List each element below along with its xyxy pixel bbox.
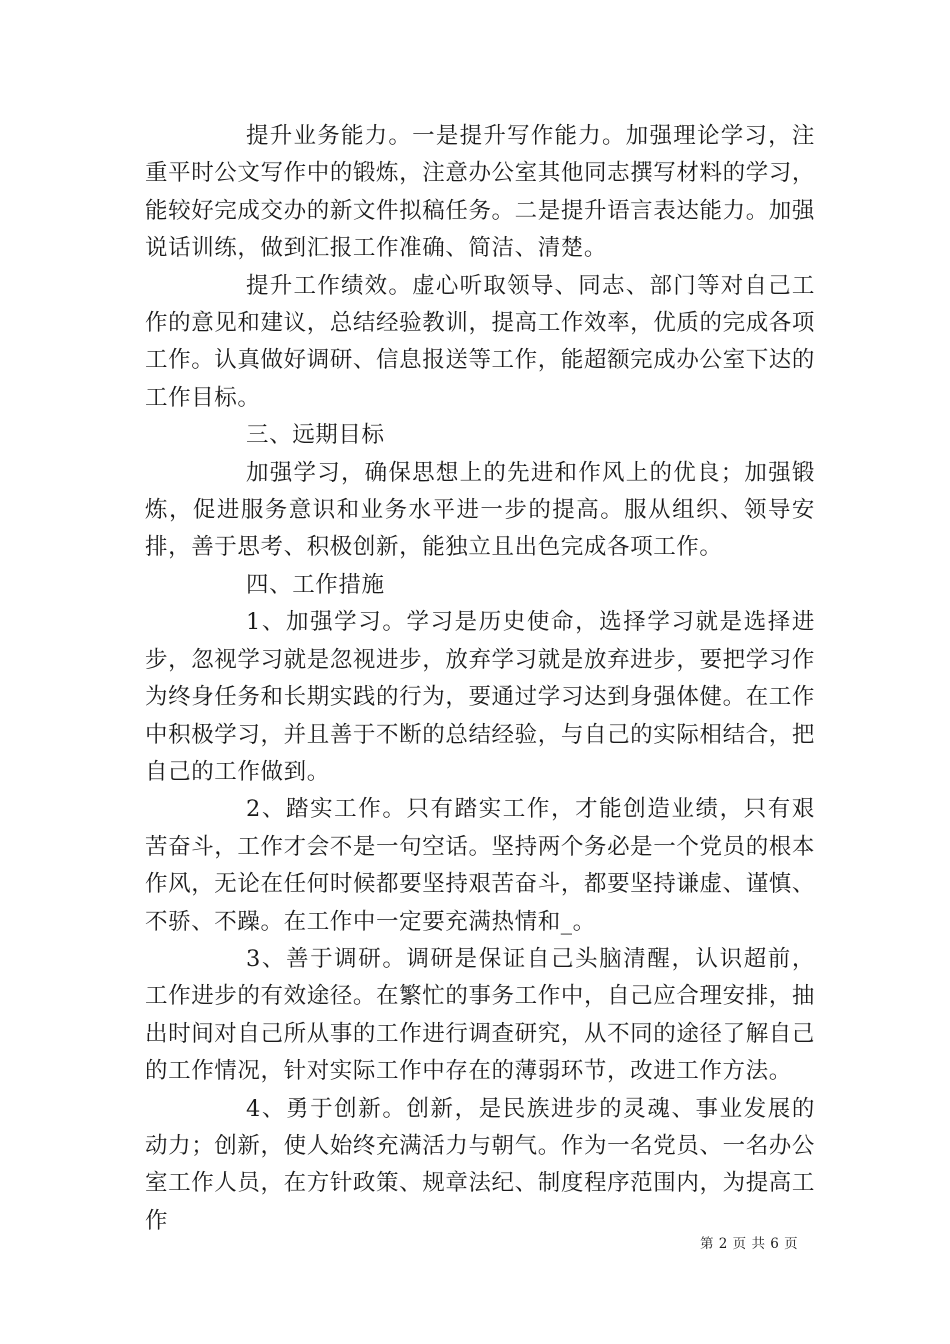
section-heading-work-measures: 四、工作措施	[246, 571, 385, 598]
paragraph-measure-research: 3、善于调研。调研是保证自己头脑清醒，认识超前，工作进步的有效途径。在繁忙的事务工作中，自己应合理安排，抽出时间对自己所从事的工作进行调查研究，从不同的途径了解自己的工作情况，针对实际工作中存在的薄弱环节，改进工作方法。	[145, 945, 815, 1085]
paragraph-measure-study: 1、加强学习。学习是历史使命，选择学习就是选择进步，忽视学习就是忽视进步，放弃学习就是放弃进步，要把学习作为终身任务和长期实践的行为，要通过学习达到身强体健。在工作中积极学习，并且善于不断的总结经验，与自己的实际相结合，把自己的工作做到。	[145, 609, 815, 785]
paragraph-measure-work: 2、踏实工作。只有踏实工作，才能创造业绩，只有艰苦奋斗，工作才会不是一句空话。坚持两个务必是一个党员的根本作风，无论在任何时候都要坚持艰苦奋斗，都要坚持谦虚、谨慎、不骄、不躁。在工作中一定要充满热情和_。	[145, 796, 815, 935]
page-number-footer: 第 2 页 共 6 页	[700, 1236, 799, 1252]
paragraph-measure-innovation: 4、勇于创新。创新，是民族进步的灵魂、事业发展的动力；创新，使人始终充满活力与朝气。作为一名党员、一名办公室工作人员，在方针政策、规章法纪、制度程序范围内，为提高工作	[145, 1095, 815, 1234]
paragraph-long-term-goals: 加强学习，确保思想上的先进和作风上的优良；加强锻炼，促进服务意识和业务水平进一步的提高。服从组织、领导安排，善于思考、积极创新，能独立且出色完成各项工作。	[145, 459, 815, 561]
section-heading-long-term-goals: 三、远期目标	[246, 422, 385, 449]
paragraph-work-performance: 提升工作绩效。虚心听取领导、同志、部门等对自己工作的意见和建议，总结经验教训，提高工作效率，优质的完成各项工作。认真做好调研、信息报送等工作，能超额完成办公室下达的工作目标。	[145, 272, 815, 411]
document-body	[145, 118, 815, 1240]
paragraph-business-ability: 提升业务能力。一是提升写作能力。加强理论学习，注重平时公文写作中的锻炼，注意办公室其他同志撰写材料的学习，能较好完成交办的新文件拟稿任务。二是提升语言表达能力。加强说话训练，做到汇报工作准确、简洁、清楚。	[145, 123, 815, 262]
